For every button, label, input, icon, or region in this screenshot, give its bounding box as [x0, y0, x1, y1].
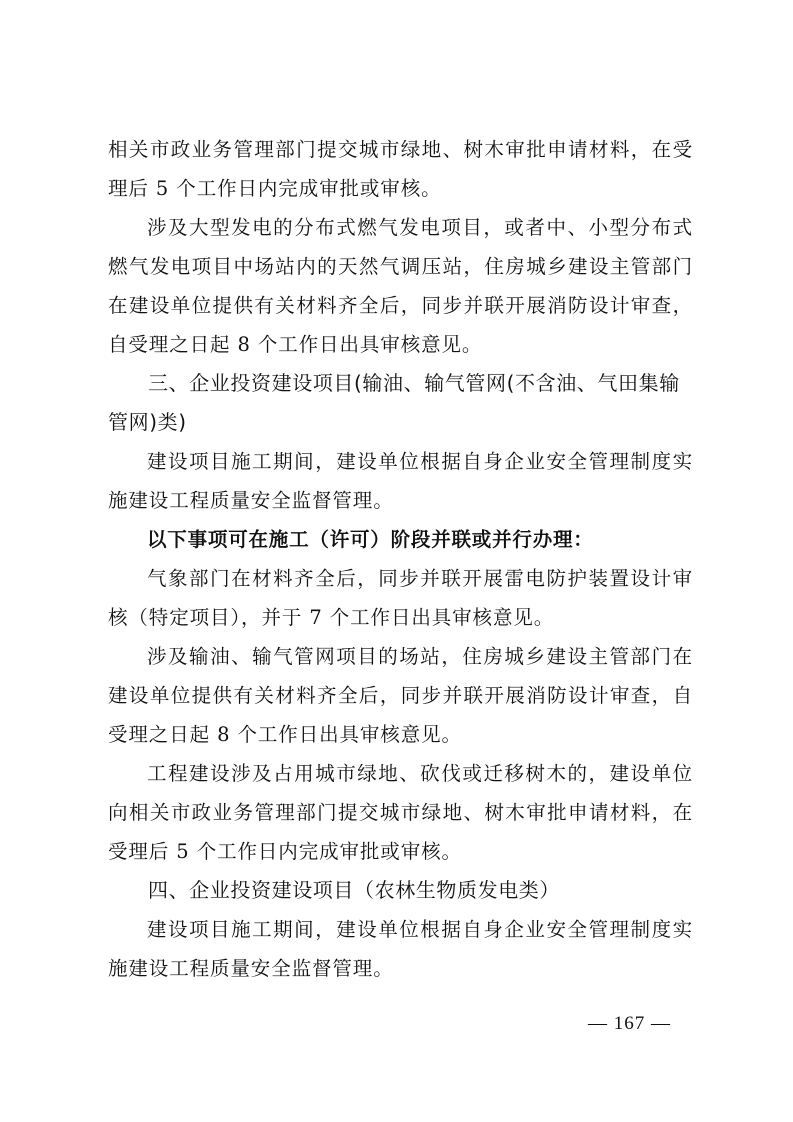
- parallel-items-note: 以下事项可在施工（许可）阶段并联或并行办理：: [147, 528, 594, 551]
- paragraph-lightning-review: 气象部门在材料齐全后，同步并联开展雷电防护装置设计审核（特定项目），并于 7 个工作日出具审核意见。: [108, 567, 693, 629]
- paragraph-construction-safety-4: 建设项目施工期间，建设单位根据自身企业安全管理制度实施建设工程质量安全监督管理。: [108, 918, 693, 980]
- paragraph-greenland-approval: 工程建设涉及占用城市绿地、砍伐或迁移树木的，建设单位向相关市政业务管理部门提交城市绿地、树木审批申请材料，在受理后 5 个工作日内完成审批或审核。: [108, 762, 693, 863]
- document-body: [108, 130, 693, 988]
- paragraph-construction-safety-3: 建设项目施工期间，建设单位根据自身企业安全管理制度实施建设工程质量安全监督管理。: [108, 450, 693, 512]
- section-heading-4: 四、企业投资建设项目（农林生物质发电类）: [148, 878, 560, 902]
- section-heading-3: 三、企业投资建设项目(输油、输气管网(不含油、气田集输管网)类): [108, 371, 680, 434]
- paragraph-continuation: 相关市政业务管理部门提交城市绿地、树木审批申请材料，在受理后 5 个工作日内完成审批或审核。: [108, 138, 693, 200]
- paragraph-gas-power-fire-review: 涉及大型发电的分布式燃气发电项目，或者中、小型分布式燃气发电项目中场站内的天然气调压站，住房城乡建设主管部门在建设单位提供有关材料齐全后，同步并联开展消防设计审查，自受理之日起 8 个工作日出具审核意见。: [108, 216, 693, 356]
- paragraph-pipeline-fire-review: 涉及输油、输气管网项目的场站，住房城乡建设主管部门在建设单位提供有关材料齐全后，同步并联开展消防设计审查，自受理之日起 8 个工作日出具审核意见。: [108, 645, 693, 746]
- page-number: — 167 —: [588, 1013, 671, 1034]
